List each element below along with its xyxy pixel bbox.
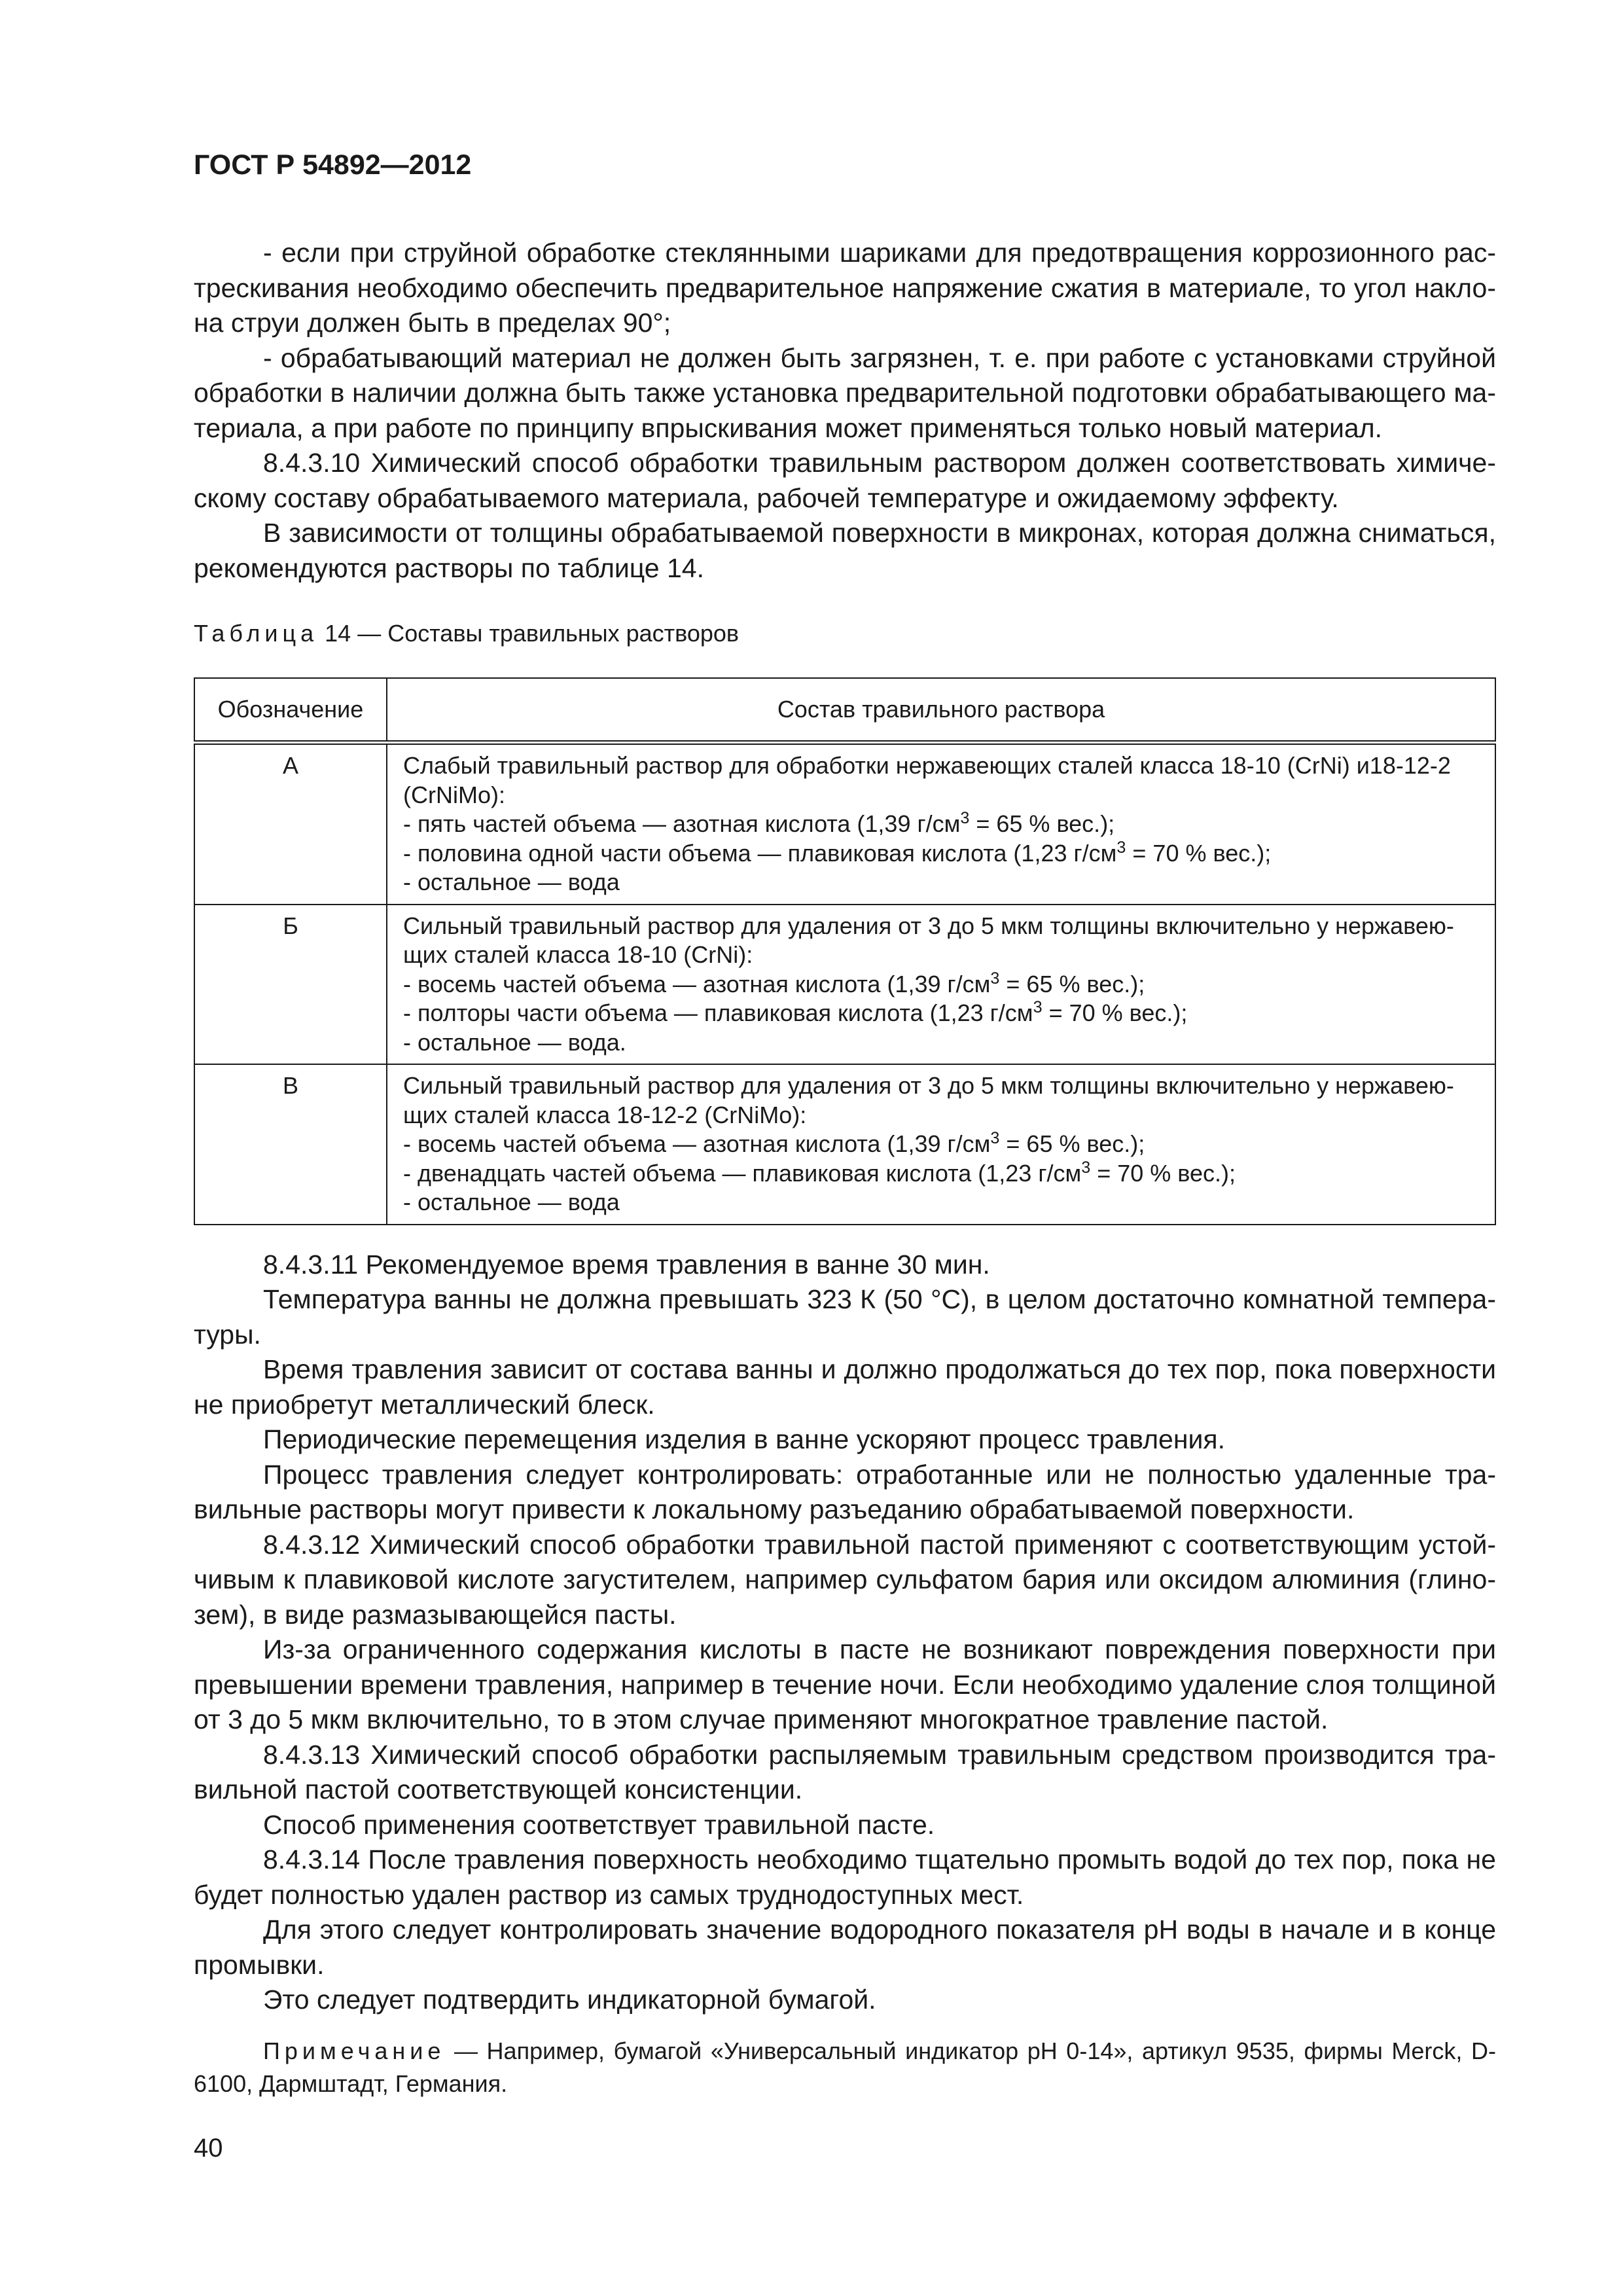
paragraph: Процесс травления следует контролировать: отработанные или не полностью удаленные травильные растворы могут привести к локальному разъеданию обрабатываемой поверхности. xyxy=(194,1459,1496,1524)
paragraph: Из-за ограниченного содержания кислоты в пасте не возникают повреждения поверхности при превышении времени травления, например в течение ночи. Если необходимо удаление слоя толщиной от 3 до 5 мкм включительно, то в этом случае применяют многократное травление пастой. xyxy=(194,1634,1496,1734)
document-header: ГОСТ Р 54892—2012 xyxy=(194,149,472,181)
composition-item: - восемь частей объема — азотная кислота (1,39 $г/см^3 = 65$ % вес.); xyxy=(403,1129,1145,1157)
table-row xyxy=(194,905,1495,1065)
paragraph: - обрабатывающий материал не должен быть загрязнен, т. е. при работе с установками струйной обработки в наличии должна быть также установка предварительной подготовки обрабатывающего материала, а при работе по принципу впрыскивания может применяться только новый материал. xyxy=(194,342,1496,443)
note-text: — Например, бумагой «Универсальный индикатор pH 0-14», артикул 9535, фирмы Merck, D-6100, Дармштадт, Германия. xyxy=(194,2037,1496,2097)
composition-intro: Сильный травильный раствор для удаления от 3 до 5 мкм толщины включительно у нержавеющих сталей класса 18-10 (CrNi): xyxy=(403,912,1454,968)
composition-item: - остальное — вода xyxy=(403,869,620,895)
paragraph: В зависимости от толщины обрабатываемой поверхности в микронах, которая должна сниматься, рекомендуются растворы по таблице 14. xyxy=(194,518,1496,583)
etching-solutions-table xyxy=(194,677,1496,1225)
composition-item: - половина одной части объема — плавиковая кислота (1,23 $г/см^3 = 70$ % вес.); xyxy=(403,838,1272,867)
table-caption-label: Таблица xyxy=(194,620,319,647)
cell-designation: В xyxy=(194,1064,387,1225)
column-header-composition: Состав травильного раствора xyxy=(387,678,1495,743)
table-row xyxy=(194,1064,1495,1225)
composition-intro: Сильный травильный раствор для удаления от 3 до 5 мкм толщины включительно у нержавеющих сталей класса 18-12-2 (CrNiMo): xyxy=(403,1072,1454,1128)
cell-composition xyxy=(387,905,1495,1065)
cell-composition xyxy=(387,743,1495,905)
table-header-row xyxy=(194,678,1495,743)
composition-item: - остальное — вода. xyxy=(403,1028,626,1056)
paragraph: 8.4.3.11 Рекомендуемое время травления в ванне 30 мин. xyxy=(263,1249,990,1280)
paragraph: Это следует подтвердить индикаторной бумагой. xyxy=(263,1984,876,2015)
note-paragraph xyxy=(194,2035,1496,2100)
table-caption xyxy=(194,617,1496,650)
cell-composition xyxy=(387,1064,1495,1225)
body-text-top xyxy=(194,236,1496,586)
paragraph: Способ применения соответствует травильной пасте. xyxy=(263,1809,935,1840)
paragraph: 8.4.3.12 Химический способ обработки травильной пастой применяют с соответствующим устойчивым к плавиковой кислоте загустителем, например сульфатом бария или оксидом алюминия (глинозем), в виде размазывающейся пасты. xyxy=(194,1529,1496,1630)
page-number: 40 xyxy=(194,2133,223,2162)
composition-item: - двенадцать частей объема — плавиковая кислота (1,23 $г/см^3 = 70$ % вес.); xyxy=(403,1158,1236,1187)
column-header-designation: Обозначение xyxy=(194,678,387,743)
composition-item: - пять частей объема — азотная кислота (1,39 $г/см^3 = 65$ % вес.); xyxy=(403,809,1115,837)
note-label: Примечание xyxy=(263,2037,446,2064)
table-row xyxy=(194,743,1495,905)
composition-item: - остальное — вода xyxy=(403,1189,620,1215)
paragraph: 8.4.3.14 После травления поверхность необходимо тщательно промыть водой до тех пор, пока не будет полностью удален раствор из самых труднодоступных мест. xyxy=(194,1844,1496,1910)
paragraph: Температура ванны не должна превышать 323 К (50 °С), в целом достаточно комнатной температуры. xyxy=(194,1284,1496,1350)
composition-item: - восемь частей объема — азотная кислота (1,39 $г/см^3 = 65$ % вес.); xyxy=(403,969,1145,997)
cell-designation: А xyxy=(194,743,387,905)
paragraph: Время травления зависит от состава ванны и должно продолжаться до тех пор, пока поверхности не приобретут металлический блеск. xyxy=(194,1354,1496,1420)
composition-intro: Слабый травильный раствор для обработки нержавеющих сталей класса 18-10 (CrNi) и18-12-2 (CrNiMo): xyxy=(403,752,1451,808)
paragraph: Периодические перемещения изделия в ванне ускоряют процесс травления. xyxy=(263,1424,1225,1454)
cell-designation: Б xyxy=(194,905,387,1065)
composition-item: - полторы части объема — плавиковая кислота (1,23 $г/см^3 = 70$ % вес.); xyxy=(403,998,1188,1026)
paragraph: - если при струйной обработке стеклянными шариками для предотвращения коррозионного растрескивания необходимо обеспечить предварительное напряжение сжатия в материале, то угол наклона струи должен быть в пределах 90°; xyxy=(194,238,1496,338)
table-caption-text: 14 — Составы травильных растворов xyxy=(318,620,740,647)
paragraph: Для этого следует контролировать значение водородного показателя pH воды в начале и в конце промывки. xyxy=(194,1914,1496,1980)
paragraph: 8.4.3.13 Химический способ обработки распыляемым травильным средством производится травильной пастой соответствующей консистенции. xyxy=(194,1739,1496,1804)
body-text-bottom xyxy=(194,1247,1496,2018)
paragraph: 8.4.3.10 Химический способ обработки травильным раствором должен соответствовать химическому составу обрабатываемого материала, рабочей температуре и ожидаемому эффекту. xyxy=(194,448,1496,513)
note xyxy=(194,2035,1496,2100)
